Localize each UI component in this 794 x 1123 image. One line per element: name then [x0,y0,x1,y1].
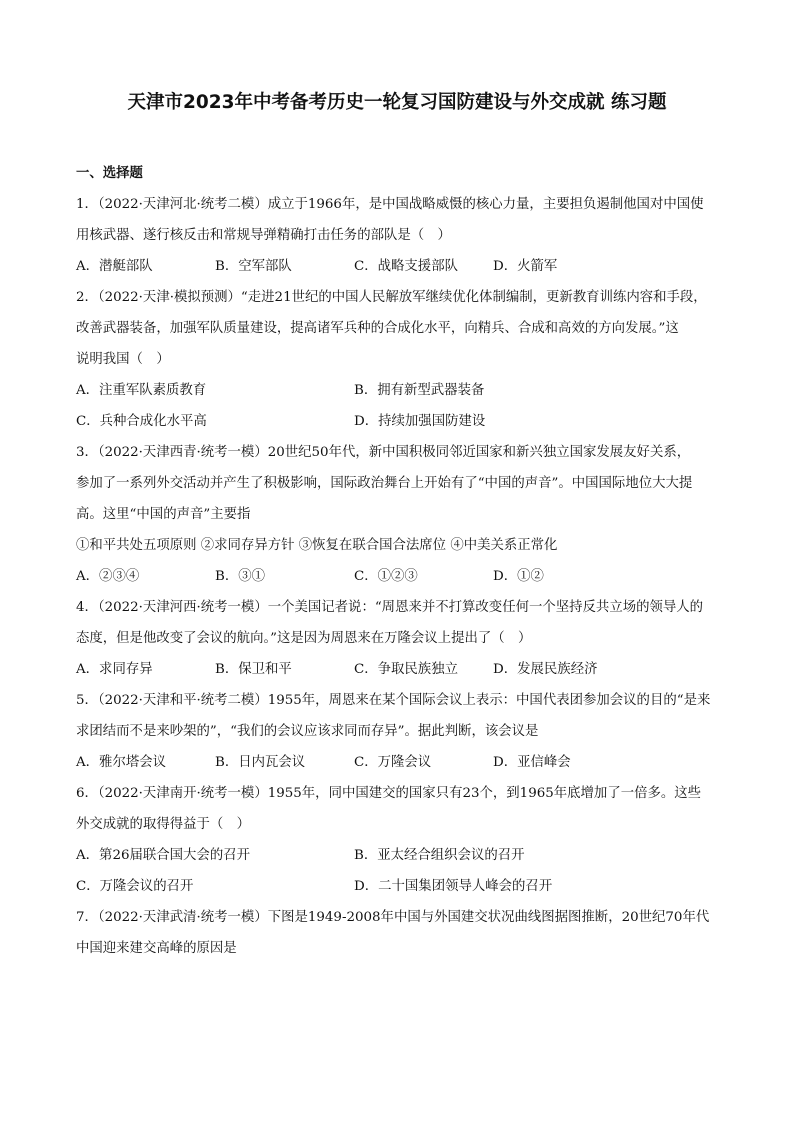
question-5 [76,685,736,778]
answer-option[interactable]: B．日内瓦会议 [215,755,306,770]
question-3 [76,437,736,592]
question-text-line: 5．（2022·天津和平·统考二模）1955年，周恩来在某个国际会议上表示：中国代表团参加会议的目的“是来 [76,693,711,708]
question-7 [76,902,736,964]
answer-option[interactable]: A．雅尔塔会议 [76,755,167,770]
answer-option[interactable]: C．万隆会议 [354,755,432,770]
question-text-line: 4．（2022·天津河西·统考一模）一个美国记者说：“周恩来并不打算改变任何一个坚持反共立场的领导人的 [76,600,704,615]
answer-option[interactable]: B．保卫和平 [215,662,292,677]
question-text-line: 2．（2022·天津·模拟预测）“走进21世纪的中国人民解放军继续优化体制编制，更新教育训练内容和手段， [76,290,707,305]
answer-option[interactable]: B．亚太经合组织会议的召开 [354,848,525,863]
answer-option[interactable]: C．争取民族独立 [354,662,458,677]
question-text-line: 6．（2022·天津南开·统考一模）1955年，同中国建交的国家只有23个，到1965年底增加了一倍多。这些 [76,786,702,801]
question-text-line: 外交成就的取得得益于（ ） [76,817,251,832]
answer-option[interactable]: C．兵种合成化水平高 [76,414,207,429]
option-row [76,375,736,406]
answer-option[interactable]: C．①②③ [354,569,418,584]
question-text-line: 态度，但是他改变了会议的航向。”这是因为周恩来在万隆会议上提出了（ ） [76,631,532,646]
option-row [76,251,736,282]
question-text-line: 参加了一系列外交活动并产生了积极影响，国际政治舞台上开始有了“中国的声音”。中国国际地位大大提 [76,476,693,491]
answer-option[interactable]: D．亚信峰会 [493,755,571,770]
question-text-line: 高。这里“中国的声音”主要指 [76,507,251,522]
question-list [76,158,736,964]
answer-option[interactable]: C．万隆会议的召开 [76,879,194,894]
answer-option[interactable]: A．潜艇部队 [76,259,153,274]
question-2 [76,282,736,437]
page-title: 天津市2023年中考备考历史一轮复习国防建设与外交成就 练习题 [127,92,667,113]
answer-option[interactable]: A．求同存异 [76,662,153,677]
answer-option[interactable]: D．火箭军 [493,259,558,274]
question-text-line: 求团结而不是来吵架的”，“我们的会议应该求同而存异”。据此判断，该会议是 [76,724,539,739]
option-row [76,654,736,685]
answer-option[interactable]: A．注重军队素质教育 [76,383,207,398]
option-row [76,871,736,902]
question-1 [76,189,736,282]
question-6 [76,778,736,902]
option-row [76,747,736,778]
question-text-line: 3．（2022·天津西青·统考一模）20世纪50年代，新中国积极同邻近国家和新兴独立国家发展友好关系， [76,445,691,460]
answer-option[interactable]: D．①② [493,569,544,584]
question-text-line: 用核武器、遂行核反击和常规导弹精确打击任务的部队是（ ） [76,228,451,243]
answer-option[interactable]: A．第26届联合国大会的召开 [76,848,251,863]
question-text-line: 7．（2022·天津武清·统考一模）下图是1949-2008年中国与外国建交状况曲线图据图推断，20世纪70年代 [76,910,710,925]
question-text-line: 中国迎来建交高峰的原因是 [76,941,237,956]
question-text-line: ①和平共处五项原则 ②求同存异方针 ③恢复在联合国合法席位 ④中美关系正常化 [76,538,558,553]
question-text-line: 说明我国（ ） [76,352,170,367]
question-text-line: 改善武器装备，加强军队质量建设，提高诸军兵种的合成化水平，向精兵、合成和高效的方向发展。”这 [76,321,679,336]
answer-option[interactable]: D．发展民族经济 [493,662,598,677]
answer-option[interactable]: D．二十国集团领导人峰会的召开 [354,879,553,894]
question-4 [76,592,736,685]
option-row [76,840,736,871]
answer-option[interactable]: C．战略支援部队 [354,259,458,274]
answer-option[interactable]: A．②③④ [76,569,140,584]
option-row [76,561,736,592]
answer-option[interactable]: B．③① [215,569,266,584]
question-text-line: 1．（2022·天津河北·统考二模）成立于1966年，是中国战略威慑的核心力量，主要担负遏制他国对中国使 [76,197,704,212]
answer-option[interactable]: D．持续加强国防建设 [354,414,486,429]
answer-option[interactable]: B．拥有新型武器装备 [354,383,485,398]
answer-option[interactable]: B．空军部队 [215,259,292,274]
option-row [76,406,736,437]
section-heading: 一、选择题 [76,166,143,181]
